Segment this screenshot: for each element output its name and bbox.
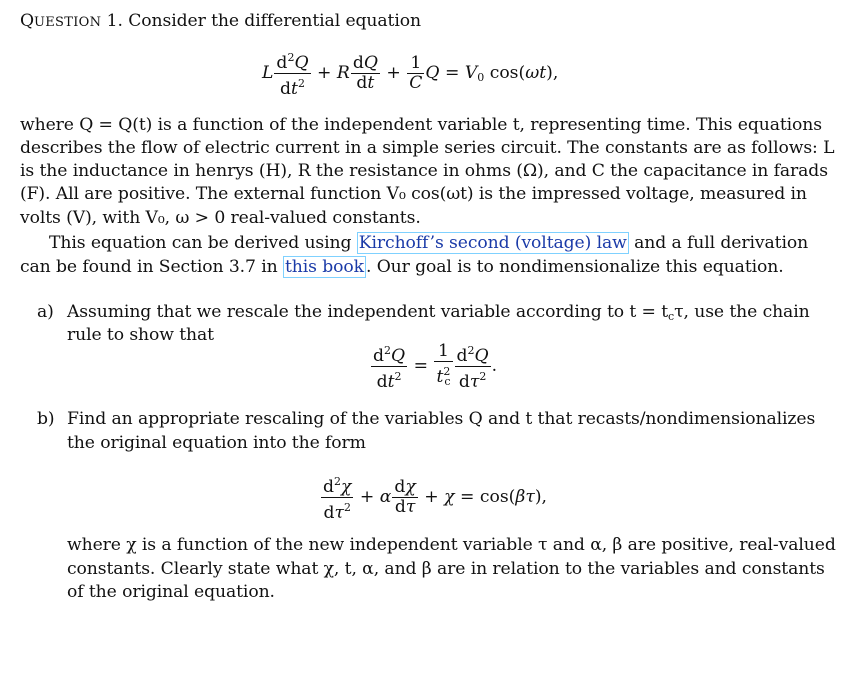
part-b-after1: where χ is a function of the new independent variable τ and α, β are positive, real-valued xyxy=(67,535,836,555)
part-b-after2: constants. Clearly state what χ, t, α, and β are in relation to the variables and constants xyxy=(67,559,825,579)
this-book-link[interactable]: this book xyxy=(284,257,364,277)
part-b-after3: of the original equation. xyxy=(67,582,275,602)
para2-line1: This equation can be derived using Kirchoff’s second (voltage) law and a full derivation xyxy=(49,233,809,253)
para1-line1: where Q = Q(t) is a function of the independent variable t, representing time. This equations xyxy=(20,115,822,135)
part-b-label: b) xyxy=(37,409,55,429)
part-b-line1: Find an appropriate rescaling of the variables Q and t that recasts/nondimensionalizes xyxy=(67,409,816,429)
para1-line5: volts (V), with V₀, ω > 0 real-valued constants. xyxy=(20,208,421,228)
question-heading: QUESTION 1. Consider the differential equation xyxy=(20,11,421,31)
heading-smallcaps: UESTION xyxy=(34,15,102,30)
part-a-label: a) xyxy=(37,302,54,322)
part-a-line2: rule to show that xyxy=(67,325,214,345)
kirchoff-law-link[interactable]: Kirchoff’s second (voltage) law xyxy=(358,233,627,253)
para1-line4: (F). All are positive. The external function V₀ cos(ωt) is the impressed voltage, measured in xyxy=(20,184,807,204)
para1-line2: describes the flow of electric current in a simple series circuit. The constants are as follows: L xyxy=(20,138,835,158)
part-b-line2: the original equation into the form xyxy=(67,433,366,453)
para1-line3: is the inductance in henrys (H), R the resistance in ohms (Ω), and C the capacitance in farads xyxy=(20,161,828,181)
chain-rule-equation: $\frac{d^2Q}{dt^2}$ = $\frac{1}{t^2_c}$ $\frac{d^2Q}{d\tau^2}$ . xyxy=(373,341,498,392)
nondimensional-equation: $\frac{d^2\chi}{d\tau^2}$ + α $\frac{d\chi}{d\tau}$ + χ = cos(βτ), xyxy=(320,472,547,523)
part-a-line1: Assuming that we rescale the independent variable according to $t = t_c\tau$, use the chain xyxy=(67,302,810,323)
main-equation: L $\frac{d^2Q}{dt^2}$ + R $\frac{dQ}{dt}$ + $\frac{1}{C}$ $Q = V_0$ cos(ωt), xyxy=(262,48,558,99)
para2-line2: can be found in Section 3.7 in this book . Our goal is to nondimensionalize this equation. xyxy=(20,257,784,277)
